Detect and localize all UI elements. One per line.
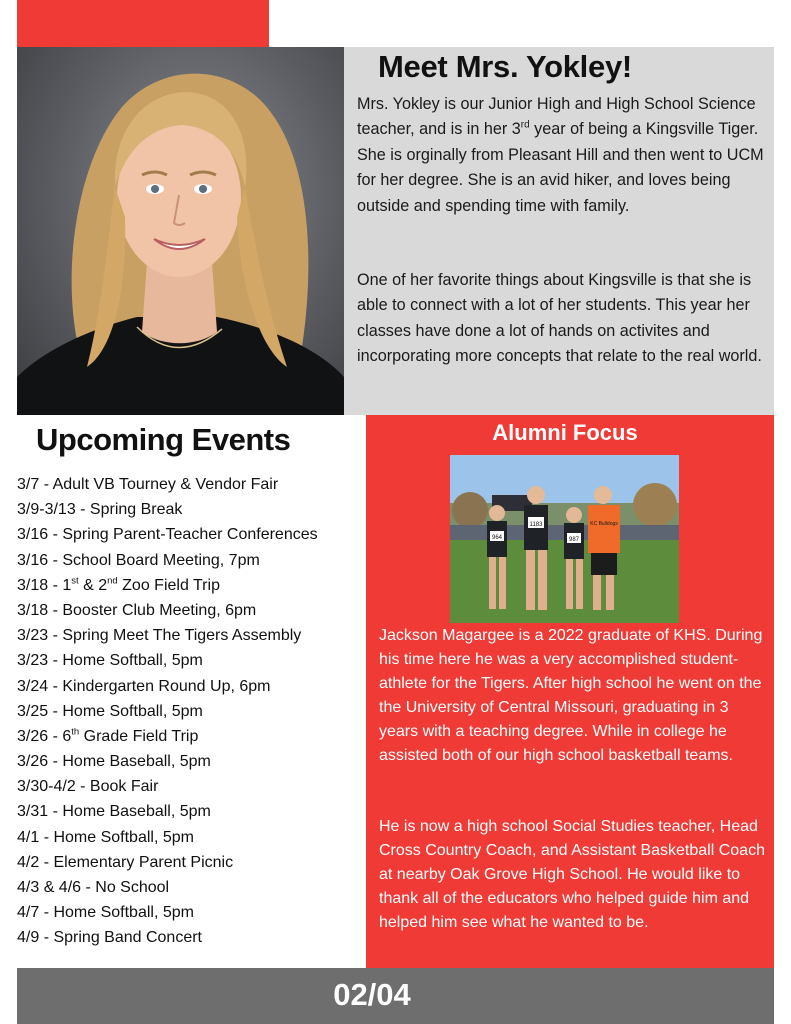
- event-item: 3/31 - Home Baseball, 5pm: [17, 803, 211, 821]
- teacher-bio-paragraph-1: Mrs. Yokley is our Junior High and High School Science teacher, and is in her 3rd year of being a Kingsville Tiger. She is orginally from Pleasant Hill and then went to UCM for her degree. She is an avid hiker, and loves being outside and spending time with family.: [357, 95, 764, 215]
- event-item: 3/7 - Adult VB Tourney & Vendor Fair: [17, 476, 279, 493]
- event-item: 4/1 - Home Softball, 5pm: [17, 828, 194, 846]
- events-list: [17, 472, 318, 951]
- event-item: 3/16 - Spring Parent-Teacher Conferences: [17, 526, 318, 544]
- teacher-portrait-photo: [17, 47, 344, 415]
- alumni-focus-panel: [366, 415, 774, 968]
- bib-2: 1183: [529, 522, 543, 528]
- events-title: Upcoming Events: [36, 422, 291, 457]
- alumni-paragraph-2: He is now a high school Social Studies teacher, Head Cross Country Coach, and Assistant Basketball Coach at nearby Oak Grove High School. He would like to thank all of the educators who helped guide him and helped him see what he wanted to be.: [379, 818, 765, 931]
- event-item: 3/16 - School Board Meeting, 7pm: [17, 551, 260, 569]
- event-item: 3/24 - Kindergarten Round Up, 6pm: [17, 677, 271, 695]
- event-item: 4/9 - Spring Band Concert: [17, 929, 202, 947]
- alumni-focus-title: Alumni Focus: [492, 420, 638, 445]
- event-item: 3/23 - Home Softball, 5pm: [17, 652, 203, 670]
- event-item: 4/3 & 4/6 - No School: [17, 879, 170, 896]
- page-number: 02/04: [333, 977, 411, 1012]
- event-item: 3/9-3/13 - Spring Break: [17, 501, 183, 519]
- alumni-group-photo: [450, 455, 679, 623]
- top-accent-bar: [17, 0, 269, 47]
- event-item: 3/18 - Booster Club Meeting, 6pm: [17, 601, 257, 619]
- bib-1: 964: [491, 535, 503, 541]
- alumni-paragraph-1: Jackson Magargee is a 2022 graduate of KHS. During his time here he was a very accomplished student-athlete for the Tigers. After high school he went on the the University of Central Missouri, graduating in 3 years with a teaching degree. While in college he assisted both of our high school basketball teams.: [379, 627, 763, 764]
- event-item: 3/30-4/2 - Book Fair: [17, 778, 159, 796]
- event-item: 3/18 - 1st & 2nd Zoo Field Trip: [17, 575, 220, 594]
- bib-3: 987: [568, 537, 580, 543]
- event-item: 3/23 - Spring Meet The Tigers Assembly: [17, 627, 302, 645]
- event-item: 3/26 - Home Baseball, 5pm: [17, 753, 211, 771]
- event-item: 4/7 - Home Softball, 5pm: [17, 904, 194, 922]
- teacher-spotlight-title: Meet Mrs. Yokley!: [378, 49, 632, 84]
- footer-bar: [17, 968, 774, 1024]
- event-item: 3/25 - Home Softball, 5pm: [17, 702, 203, 720]
- event-item: 3/26 - 6th Grade Field Trip: [17, 726, 199, 745]
- event-item: 4/2 - Elementary Parent Picnic: [17, 853, 234, 871]
- teacher-bio-paragraph-2: One of her favorite things about Kingsville is that she is able to connect with a lot of her students. This year her classes have done a lot of hands on activites and incorporating more concepts that relate to the real world.: [357, 271, 762, 366]
- teacher-spotlight-panel: [344, 47, 774, 415]
- shirt-text: KC Bulldogs: [590, 521, 618, 527]
